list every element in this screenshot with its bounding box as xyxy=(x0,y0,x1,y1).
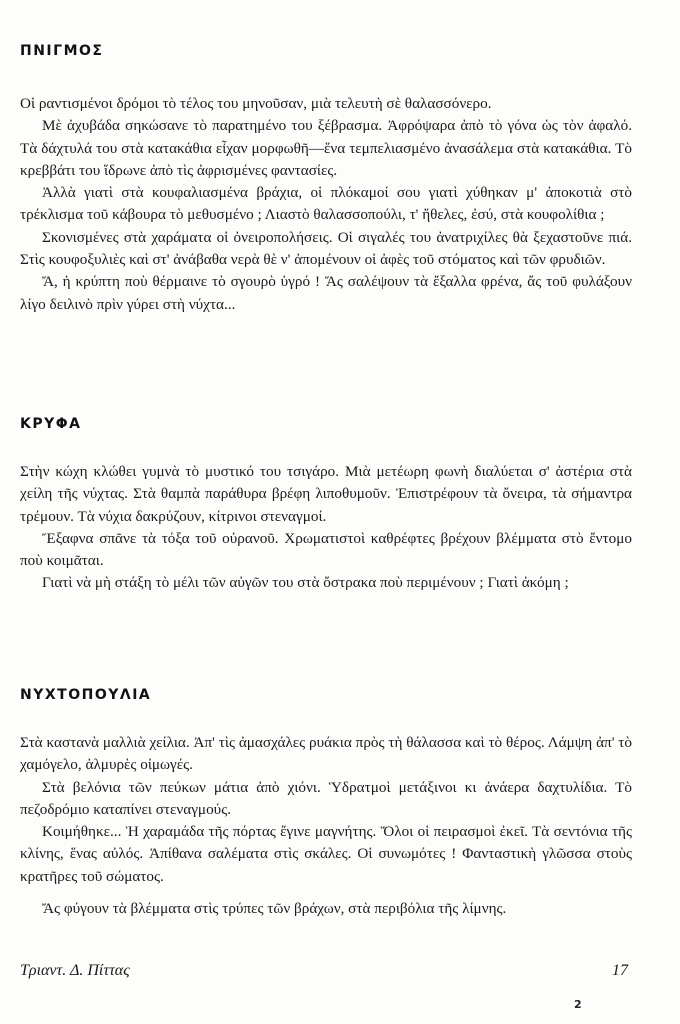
folio-mark: 2 xyxy=(574,998,582,1011)
paragraph: Στὰ βελόνια τῶν πεύκων μάτια ἀπὸ χιόνι. Ὑδρατμοὶ μετάξινοι κι ἀνάερα δαχτυλίδια. Τὸ πεζοδρόμιο καταπίνει στεναγμούς. xyxy=(20,778,632,818)
author-name: Τριαντ. Δ. Πίττας xyxy=(20,962,130,979)
poem-body xyxy=(20,461,632,595)
paragraph: Ἄ, ἡ κρύπτη ποὺ θέρμαινε τὸ σγουρὸ ὑγρό ! Ἄς σαλέψουν τὰ ἔξαλλα φρένα, ἄς τοῦ φυλάξουν λίγο δειλινὸ πρὶν γύρει στὴ νύχτα... xyxy=(20,273,632,313)
poem-body xyxy=(20,732,632,920)
paragraph: Στὰ καστανὰ μαλλιὰ χείλια. Ἀπ' τὶς ἀμασχάλες ρυάκια πρὸς τὴ θάλασσα καὶ τὸ θέρος. Λάμψη ἀπ' τὸ χαμόγελο, ἁλμυρὲς οἰμωγές. xyxy=(20,734,632,774)
poem-pnigmos xyxy=(20,43,632,316)
poem-title: ΠΝΙΓΜΟΣ xyxy=(20,43,104,59)
poem-title: ΝΥΧΤΟΠΟΥΛΙΑ xyxy=(20,687,152,703)
poem-body xyxy=(20,93,632,316)
paragraph: Οἱ ραντισμένοι δρόμοι τὸ τέλος του μηνοῦσαν, μιὰ τελευτὴ σὲ θαλασσόνερο. xyxy=(20,95,492,112)
poem-nyxtopoulia xyxy=(20,687,632,920)
page-number: 17 xyxy=(612,962,628,979)
page-footer xyxy=(20,962,628,980)
paragraph: Σκονισμένες στὰ χαράματα οἱ ὀνειροπολήσεις. Οἱ σιγαλές του ἀνατριχίλες θὰ ξεχαστοῦνε πιά. Στὶς κουφοξυλιὲς καὶ στ' ἀνάβαθα νερὰ θὲ ν' ἀπομένουν οἱ ἀφὲς τοῦ στόματος καὶ τῶν φρυδιῶν. xyxy=(20,228,632,269)
poem-title: ΚΡΥΦΑ xyxy=(20,416,82,432)
paragraph: Στὴν κώχη κλώθει γυμνὰ τὸ μυστικό του τσιγάρο. Μιὰ μετέωρη φωνὴ διαλύεται σ' ἀστέρια στὰ χείλη τῆς νύχτας. Στὰ θαμπὰ παράθυρα βρέφη λιποθυμοῦν. Ἐπιστρέφουν τὰ ὄνειρα, τὰ σήμαντρα τρέμουν. Τὰ νύχια δακρύζουν, κίτρινοι στεναγμοί. xyxy=(20,463,632,525)
paragraph: Κοιμήθηκε... Ἡ χαραμάδα τῆς πόρτας ἔγινε μαγνήτης. Ὅλοι οἱ πειρασμοὶ ἐκεῖ. Τὰ σεντόνια τῆς κλίνης, ἕνας αὐλός. Ἀπίθανα σαλέματα στὶς σκάλες. Οἱ συνωμότες ! Φανταστικὴ γλῶσσα στοὺς κρατῆρες τοῦ σώματος. xyxy=(20,823,632,885)
paragraph: Ἀλλὰ γιατὶ στὰ κουφαλιασμένα βράχια, οἱ πλόκαμοί σου γιατὶ χύθηκαν μ' ἀποκοτιὰ στὸ τρέκλισμα τοῦ κάβουρα τὸ μεθυσμένο ; Λιαστὸ θαλασσοπούλι, τ' ἤθελες, ἐσύ, στὰ κουφολίθια ; xyxy=(20,184,632,224)
paragraph: Ἄς φύγουν τὰ βλέμματα στὶς τρύπες τῶν βράχων, στὰ περιβόλια τῆς λίμνης. xyxy=(42,900,507,918)
paragraph: Ἔξαφνα σπᾶνε τὰ τόξα τοῦ οὐρανοῦ. Χρωματιστοὶ καθρέφτες βρέχουν βλέμματα στὸ ἔντομο ποὺ κοιμᾶται. xyxy=(20,529,632,570)
paragraph: Γιατὶ νὰ μὴ στάξη τὸ μέλι τῶν αὐγῶν του στὰ ὄστρακα ποὺ περιμένουν ; Γιατὶ ἀκόμη ; xyxy=(42,574,569,592)
poem-krifa xyxy=(20,416,632,595)
paragraph: Μὲ ἀχυβάδα σηκώσανε τὸ παρατημένο του ξέβρασμα. Ἀφρόψαρα ἀπὸ τὸ γόνα ὡς τὸν ἀφαλό. Τὰ δάχτυλά του στὰ κατακάθια εἶχαν μορφωθῆ—ἕνα τεμπελιασμένο ἀνασάλεμα στὰ κατακάθια. Τὸ κρεββάτι του ἵδρωνε ἀπὸ τὶς ἀφρισμένες φαντασίες. xyxy=(20,117,632,179)
